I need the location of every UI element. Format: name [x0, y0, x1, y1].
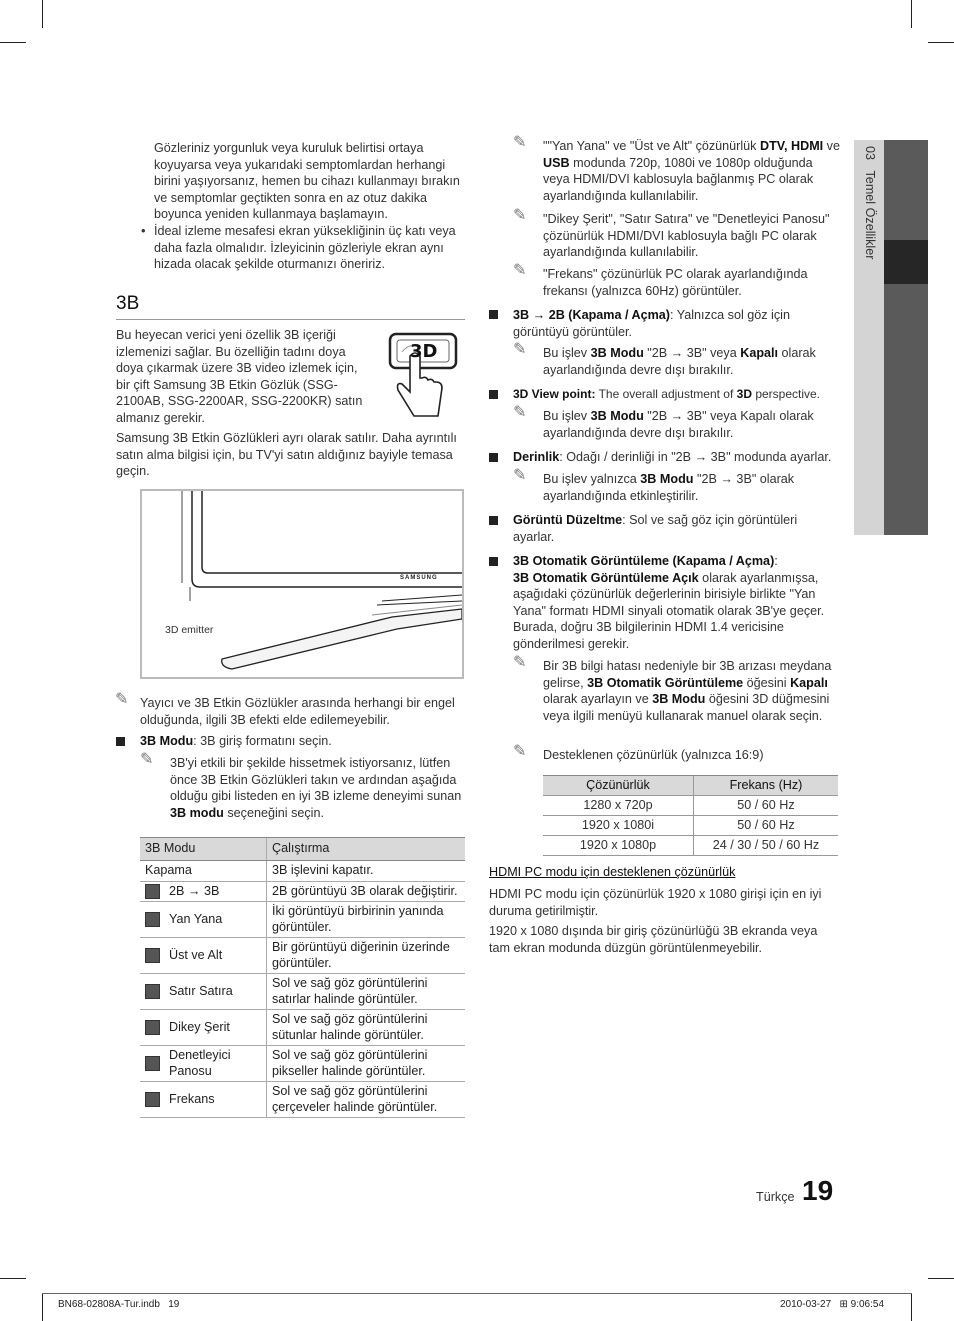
item-text: : Yalnızca sol göz için görüntüyü görüntüler. — [513, 308, 790, 339]
tv-brand-logo: SAMSUNG — [400, 575, 438, 581]
crop-mark — [928, 42, 954, 43]
note-bold: 3B Modu — [590, 346, 644, 360]
note-text: ve — [823, 139, 840, 153]
mode-note-text: 3B'yi etkili bir şekilde hissetmek istiyorsanız, lütfen önce 3B Etkin Gözlükleri takın ve ardından aşağıda olduğu gibi listeden en iyi 3B izleme deneyimi sunan — [170, 756, 462, 803]
crop-mark — [42, 1293, 43, 1321]
mode-note-bold: 3B modu — [170, 805, 224, 820]
hdmi-pc-paragraph-2: 1920 x 1080 dışında bir giriş çözünürlüğü 3B ekranda veya tam ekran modunda düzgün görüntülenmeyebilir. — [489, 924, 818, 955]
item-picture-correction — [513, 512, 813, 545]
square-bullet — [489, 557, 498, 566]
frequency-cell: 24 / 30 / 50 / 60 Hz — [694, 836, 839, 856]
note-text: öğesini — [743, 675, 791, 690]
note-text: Bu işlev yalnızca — [543, 472, 641, 486]
hdmi-pc-paragraph-1: HDMI PC modu için çözünürlük 1920 x 1080 girişi için en iyi duruma getirilmiştir. — [489, 887, 822, 918]
note-icon: ✎ — [513, 134, 527, 151]
item-3d-view-point — [513, 386, 843, 403]
note-auto-view-error — [543, 658, 841, 724]
note-3d-view-point — [543, 408, 841, 441]
mode-name: Denetleyici Panosu — [169, 1048, 231, 1078]
table-header-mode: 3B Modu — [140, 838, 267, 861]
item-bold: Derinlik — [513, 450, 560, 464]
resolution-cell: 1280 x 720p — [543, 796, 694, 816]
table-header-resolution: Çözünürlük — [543, 776, 694, 796]
item-text: : Odağı / derinliği in "2B → 3B" modunda ayarlar. — [559, 450, 832, 464]
table-header-operation: Çalıştırma — [267, 838, 466, 861]
table-row — [140, 902, 465, 938]
item-3d-auto-view — [513, 553, 831, 652]
square-bullet — [489, 390, 498, 399]
frequency-cell: 50 / 60 Hz — [694, 796, 839, 816]
side-tab-dark — [884, 140, 928, 535]
note-text: "2B → 3B" olarak ayarlandığında etkinleştirilir. — [543, 472, 795, 503]
hdmi-pc-title: HDMI PC modu için desteklenen çözünürlük — [489, 865, 736, 879]
note-text: Bu işlev — [543, 346, 591, 360]
mode-name: 2B → 3B — [169, 883, 220, 898]
mode-name: Satır Satıra — [169, 983, 233, 998]
note-bold: Kapalı — [740, 346, 779, 360]
footer-language: Türkçe — [756, 1190, 795, 1204]
item-text: : — [774, 554, 778, 568]
item-bold: 3D View point: — [513, 387, 596, 401]
mode-desc: 2B görüntüyü 3B olarak değiştirir. — [267, 881, 466, 902]
table-row — [543, 836, 838, 856]
mode-frequency-icon — [145, 1092, 160, 1107]
note-icon: ✎ — [513, 743, 527, 760]
item-text: The overall adjustment of — [595, 387, 737, 401]
item-bold: Görüntü Düzeltme — [513, 513, 623, 527]
resolution-cell: 1920 x 1080i — [543, 816, 694, 836]
note-text: öğesini 3D düğmesini veya ilgili menüyü kullanarak manuel olarak seçin. — [543, 692, 830, 723]
footer-file-name: BN68-02808A-Tur.indb 19 — [58, 1299, 180, 1310]
square-bullet — [116, 737, 125, 746]
3d-button-illustration — [388, 332, 466, 428]
mode-side-by-side-icon — [145, 912, 160, 927]
note-text: ""Yan Yana" ve "Üst ve Alt" çözünürlük — [543, 139, 760, 153]
note-emitter: Yayıcı ve 3B Etkin Gözlükler arasında herhangi bir engel olduğunda, ilgili 3B efekti elde edilemeyebilir. — [140, 696, 455, 727]
mode-desc: Sol ve sağ göz görüntülerini çerçeveler halinde görüntüler. — [267, 1082, 466, 1118]
mode-desc: 3B işlevini kapatır. — [267, 861, 466, 882]
note-bold-dtv: DTV, — [759, 139, 788, 153]
table-row — [543, 796, 838, 816]
description-paragraph: Bu heyecan verici yeni özellik 3B içeriği izlemenizi sağlar. Bu özelliğin tadını doya doya çıkarmak üzere 3B video izlemek için, bir çift Samsung 3B Etkin Gözlük (SSG-2100AB, SSG-2200AR, SSG-2200KR) satın almanız gerekir. — [116, 328, 363, 425]
crop-mark — [928, 1278, 954, 1279]
table-row — [140, 1010, 465, 1046]
item-text: : Sol ve sağ göz için görüntüleri ayarlar. — [513, 513, 798, 544]
note-icon: ✎ — [513, 404, 527, 421]
crop-mark — [42, 0, 43, 28]
3d-button-label: 3D — [410, 341, 438, 362]
item-text: olarak ayarlanmışsa, aşağıdaki çözünürlük değerlerinin birisiyle birlikte "Yan Yana" formatı HDMI sinyali otomatik olarak 3B'ye geçer. Burada, doğru 3B bilgilerinin HDMI 1.4 vericisine gönderilmesi gerekir. — [513, 570, 825, 651]
note-supported-resolution: Desteklenen çözünürlük (yalnızca 16:9) — [543, 748, 764, 762]
mode-desc: Sol ve sağ göz görüntülerini sütunlar halinde görüntüler. — [267, 1010, 466, 1046]
mode-vertical-stripe-icon — [145, 1020, 160, 1035]
tv-illustration — [140, 489, 464, 679]
note-icon: ✎ — [513, 341, 527, 358]
3d-mode-table — [140, 837, 465, 1118]
resolution-cell: 1920 x 1080p — [543, 836, 694, 856]
mode-name: Üst ve Alt — [169, 947, 223, 962]
table-row — [140, 861, 465, 882]
crop-mark — [0, 1278, 26, 1279]
mode-line-by-line-icon — [145, 984, 160, 999]
table-header-frequency: Frekans (Hz) — [694, 776, 839, 796]
note-bold: Kapalı — [790, 675, 828, 690]
mode-desc: Sol ve sağ göz görüntülerini pikseller halinde görüntüler. — [267, 1046, 466, 1082]
note-bold: 3B Modu — [590, 409, 644, 423]
note-text: "2B → 3B" veya — [643, 346, 741, 360]
table-row — [140, 938, 465, 974]
mode-note — [170, 755, 466, 821]
table-row — [140, 1082, 465, 1118]
mode-item — [140, 733, 460, 750]
description-paragraph-2: Samsung 3B Etkin Gözlükleri ayrı olarak satılır. Daha ayrıntılı satın alma bilgisi için, bu TV'yi satın aldığınız bayiyle temasa geçin. — [116, 431, 457, 478]
page-number: 19 — [802, 1175, 834, 1206]
square-bullet — [489, 516, 498, 525]
mode-desc: İki görüntüyü birbirinin yanında görüntüler. — [267, 902, 466, 938]
bullet-mark: • — [141, 223, 146, 238]
mode-checker-board-icon — [145, 1056, 160, 1071]
chapter-title: Temel Özellikler — [863, 170, 877, 260]
mode-name: Frekans — [169, 1091, 215, 1106]
mode-top-bottom-icon — [145, 948, 160, 963]
emitter-label: 3D emitter — [165, 624, 214, 636]
section-rule — [116, 319, 465, 320]
item-bold: 3B → 2B (Kapama / Açma) — [513, 308, 671, 322]
note-stripe-modes: "Dikey Şerit", "Satır Satıra" ve "Denetleyici Panosu" çözünürlük HDMI/DVI kablosuyla bağlı PC olarak ayarlandığında kullanılabilir. — [543, 212, 830, 259]
note-text: modunda 720p, 1080i ve 1080p olduğunda veya HDMI/DVI kablosuyla bağlanmış PC olarak ayarlandığında kullanılabilir. — [543, 155, 814, 203]
note-text: Bu işlev — [543, 409, 591, 423]
square-bullet — [489, 453, 498, 462]
item-bold: 3D — [736, 387, 752, 401]
frequency-cell: 50 / 60 Hz — [694, 816, 839, 836]
note-bold: 3B Modu — [652, 692, 706, 706]
note-3d-to-2d — [543, 345, 841, 378]
note-icon: ✎ — [513, 467, 527, 484]
crop-mark — [911, 0, 912, 28]
note-bold: 3B Modu — [640, 472, 694, 486]
item-bold: 3B Otomatik Görüntüleme Açık — [513, 570, 699, 585]
table-row — [140, 974, 465, 1010]
note-bold: 3B Otomatik Görüntüleme — [587, 675, 744, 690]
note-text: "2B → 3B" veya Kapalı olarak ayarlandığında devre dışı bırakılır. — [543, 409, 814, 440]
note-depth — [543, 471, 841, 504]
note-bold-usb: USB — [543, 155, 570, 170]
table-row — [140, 1046, 465, 1082]
note-frequency: "Frekans" çözünürlük PC olarak ayarlandığında frekansı (yalnızca 60Hz) görüntüler. — [543, 267, 808, 298]
mode-item-rest: : 3B giriş formatını seçin. — [193, 734, 332, 748]
bullet-text: İdeal izleme mesafesi ekran yüksekliğinin üç katı veya daha fazla olmalıdır. İzleyicinin gözleriyle ekran aynı hizada olacak şekilde oturmanızı öneririz. — [154, 224, 456, 271]
item-text: perspective. — [751, 387, 821, 401]
resolution-table — [543, 775, 838, 856]
note-text: Bir 3B bilgi hatası nedeniyle bir 3B arızası meydana gelirse, — [543, 659, 832, 690]
mode-2d-3d-icon — [145, 884, 160, 899]
note-resolution-modes — [543, 138, 841, 204]
note-icon: ✎ — [140, 751, 154, 768]
mode-desc: Sol ve sağ göz görüntülerini satırlar halinde görüntüler. — [267, 974, 466, 1010]
note-bold-hdmi: HDMI — [791, 139, 824, 153]
mode-desc: Bir görüntüyü diğerinin üzerinde görüntüler. — [267, 938, 466, 974]
square-bullet — [489, 310, 498, 319]
mode-name: Dikey Şerit — [169, 1019, 230, 1034]
table-row — [140, 881, 465, 902]
mode-name: Yan Yana — [169, 911, 223, 926]
mode-item-bold: 3B Modu — [140, 734, 194, 748]
side-tab-text — [856, 146, 886, 346]
crop-mark — [0, 42, 26, 43]
section-title: 3B — [116, 293, 140, 314]
side-tab-marker — [884, 240, 928, 284]
note-icon: ✎ — [115, 691, 129, 708]
note-icon: ✎ — [513, 207, 527, 224]
note-text: olarak ayarlandığında devre dışı bırakılır. — [543, 346, 816, 377]
mode-name: Kapama — [140, 861, 267, 882]
item-depth — [513, 449, 843, 466]
footer-rule — [42, 1293, 912, 1294]
note-icon: ✎ — [513, 654, 527, 671]
chapter-number: 03 — [863, 146, 877, 161]
tv-emitter-drawing — [142, 491, 462, 677]
item-bold: 3B Otomatik Görüntüleme (Kapama / Açma) — [513, 554, 775, 568]
item-3d-to-2d — [513, 307, 813, 340]
note-icon: ✎ — [513, 262, 527, 279]
footer-timestamp: 2010-03-27 ⊞ 9:06:54 — [780, 1299, 885, 1310]
note-text: olarak ayarlayın ve — [543, 692, 653, 706]
mode-note-text-end: seçeneğini seçin. — [223, 805, 324, 820]
crop-mark — [911, 1293, 912, 1321]
intro-paragraph: Gözleriniz yorgunluk veya kuruluk belirtisi ortaya koyuyarsa veya yukarıdaki semptomlardan herhangi birini yaşıyorsanız, hemen bu cihazı kullanmayı bırakın ve semptomlar geçtikten sonra en az otuz dakika boyunca yeniden kullanmaya başlamayın. — [154, 141, 460, 221]
table-row — [543, 816, 838, 836]
